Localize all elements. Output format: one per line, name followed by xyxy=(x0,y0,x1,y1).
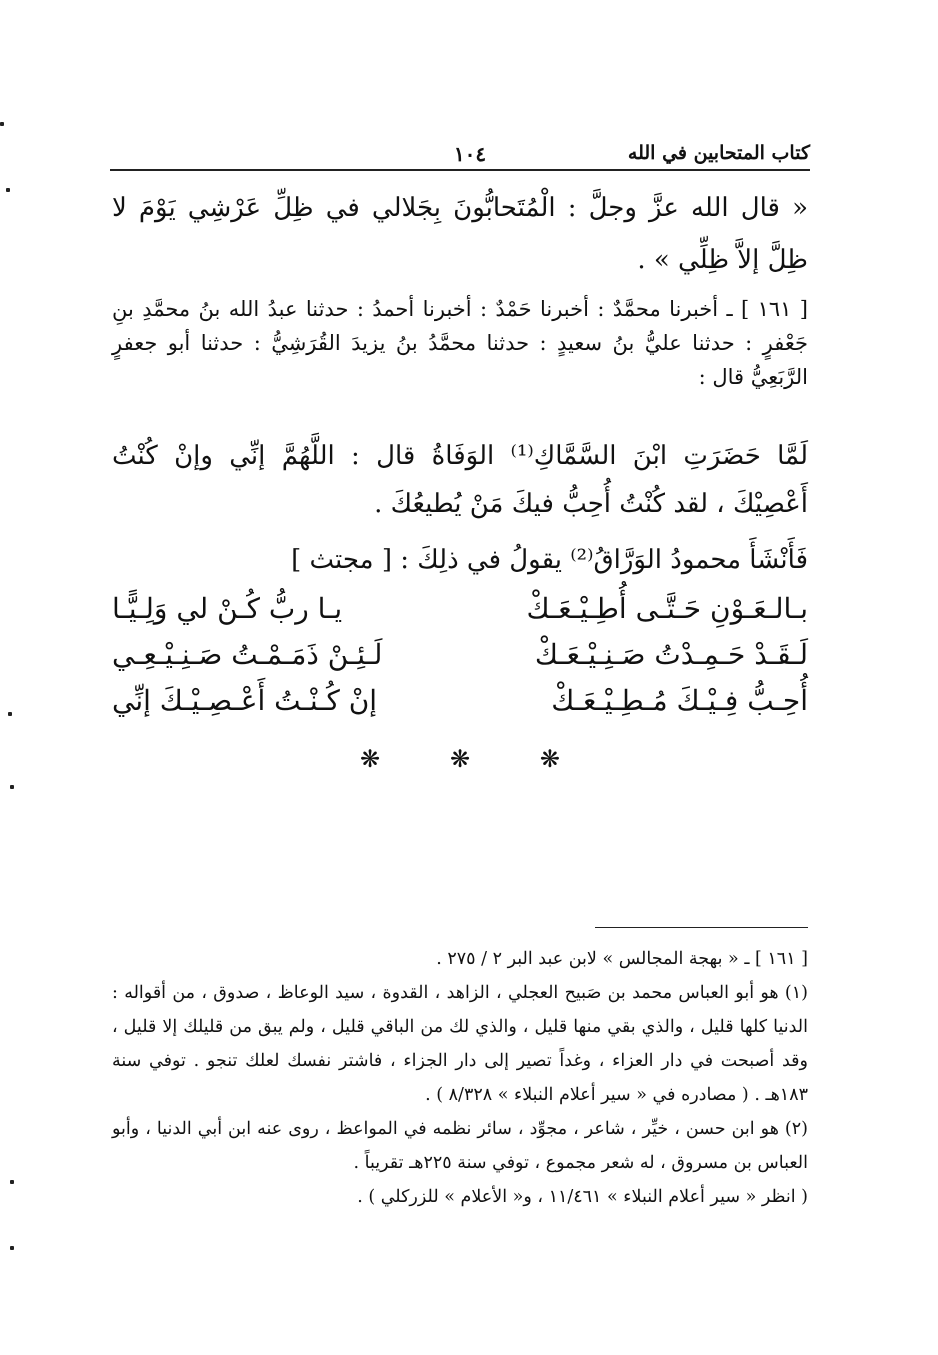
poem xyxy=(112,585,808,723)
footnote-2-ref: ( انظر « سير أعلام النبلاء » ١١/٤٦١ ، و« الأعلام » للزركلي ) . xyxy=(357,1187,808,1207)
verse-second-hemistich: بـالـعَـوْنِ حَـتَّـى أُطِـيْـعَـكْ xyxy=(526,591,808,625)
footnote-1: (١) هو أبو العباس محمد بن صَبيح العجلي ، الزاهد ، القدوة ، سيد الوعاظ ، صدوق ، من أقواله : الدنيا كلها قليل ، والذي بقي منها قليل ، والذي لك من الباقي قليل ، ولم يبق من قليلك إلا قليل ، وقد أصبحت في دار العزاء ، وغداً تصير إلى دار الجزاء ، فاشتر نفسك لعلك تنجو . توفي سنة ١٨٣هـ . ( مصادره في « سير أعلام النبلاء » ٨/٣٢٨ ) . xyxy=(112,983,808,1105)
narration-text: لَمَّا حَضَرَتِ ابْنَ السَّمَّاكِ⁽¹⁾ الوَفَاةُ قال : اللَّهُمَّ إنِّي وإنْ كُنْتُ أَعْصِيْكَ ، لقد كُنْتُ أُحِبُّ فيكَ مَنْ يُطيعُكَ . xyxy=(112,441,808,519)
isnad-text: [ ١٦١ ] ـ أخبرنا محمَّدٌ : أخبرنا حَمْدٌ : أخبرنا أحمدُ : حدثنا عبدُ الله بنُ محمَّدِ بنِ جَعْفرٍ : حدثنا عليُّ بنُ سعيدٍ : حدثنا محمَّدُ بنُ يزيدَ القُرَشِيُّ : حدثنا أبو جعفرٍ الرَّبَعِيُّ قال : xyxy=(112,297,808,389)
verse xyxy=(112,631,808,677)
verse xyxy=(112,585,808,631)
page-number: ١٠٤ xyxy=(453,142,487,166)
scan-speck xyxy=(10,1180,14,1184)
scan-speck xyxy=(8,712,12,716)
running-header xyxy=(110,142,810,172)
footnote-2: (٢) هو ابن حسن ، خيِّر ، شاعر ، مجوِّد ، سائر نظمه في المواعظ ، روى عنه ابن أبي الدنيا ، وأبو العباس بن مسروق ، له شعر مجموع ، توفي سنة ٢٢٥هـ تقريباً . xyxy=(112,1119,808,1173)
hadith-text: « قال الله عزَّ وجلَّ : الْمُتَحابُّونَ بِجَلالي في ظِلِّ عَرْشِي يَوْمَ لا ظِلَّ إلاَّ ظِلِّي » . xyxy=(112,193,808,275)
verse-first-hemistich: لَـئِـنْ ذَمَـمْـتُ صَـنِـيْـعِـي xyxy=(112,637,383,671)
scan-speck xyxy=(6,188,10,192)
section-divider xyxy=(360,745,560,773)
star-ornament-icon: ❋ xyxy=(539,745,560,773)
scan-speck xyxy=(0,122,4,126)
footnote-source: [ ١٦١ ] ـ « بهجة المجالس » لابن عبد البر ٢ / ٢٧٥ . xyxy=(436,949,808,969)
header-rule xyxy=(110,169,810,171)
book-title: كتاب المتحابين في الله xyxy=(627,142,810,164)
verse-first-hemistich: إنْ كُـنْـتُ أَعْـصِـيْـكَ إنِّي xyxy=(112,683,378,717)
scan-speck xyxy=(10,785,14,789)
verse-second-hemistich: لَـقَـدْ حَـمِـدْتُ صَـنِـيْـعَـكْ xyxy=(534,637,808,671)
star-ornament-icon: ❋ xyxy=(449,745,471,773)
star-ornament-icon: ❋ xyxy=(360,745,381,773)
footnote-rule xyxy=(595,927,808,928)
poem-intro: فَأَنْشَأَ محمودُ الوَرَّاقُ⁽²⁾ يقولُ في ذلِكَ : [ مجتث ] xyxy=(291,545,808,575)
verse-first-hemistich: يـا ربُّ كُـنْ لي وَلِـيًّـا xyxy=(112,591,343,625)
scan-speck xyxy=(10,1246,14,1250)
footnotes xyxy=(112,942,808,1214)
verse xyxy=(112,677,808,723)
verse-second-hemistich: أُحِـبُّ فِـيْـكَ مُـطِـيْـعَـكْ xyxy=(551,683,808,717)
